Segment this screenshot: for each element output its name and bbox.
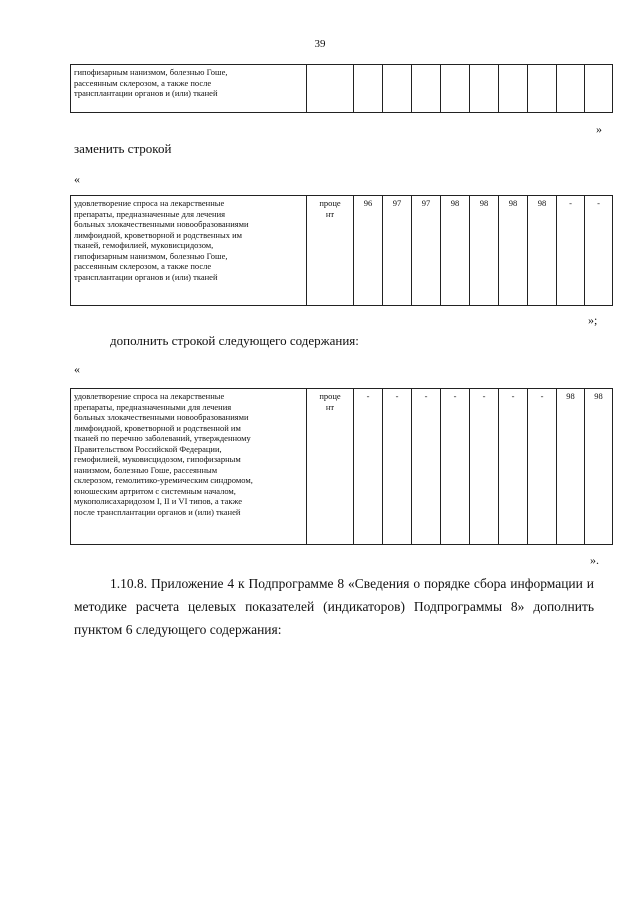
table-fragment-top [70, 64, 613, 113]
unit-cell: проце нт [307, 389, 354, 545]
table-new-row [70, 388, 613, 545]
indicator-description: удовлетворение спроса на лекарственные препараты, предназначенными для лечения больных злокачественными новообразованиями лимфоидной, кроветворной и родственной им тканей по перечню заболеваний, утвержденному Правительством Российской Федерации, гемофилией, муковисцидозом, гипофизарным нанизмом, болезнью Гоше, рассеянным склерозом, гемолитико-уремическим синдромом, юношеским артритом с системным началом, мукополисахаридозом I, II и VI типов, а также после трансплантации органов и (или) тканей [71, 389, 307, 545]
page-number: 39 [314, 38, 326, 50]
opening-quote: « [74, 172, 80, 186]
value-cell: - [585, 196, 613, 306]
unit-cell [307, 65, 354, 113]
value-cell: 98 [585, 389, 613, 545]
value-cell [585, 65, 613, 113]
value-cell: - [412, 389, 441, 545]
paragraph-1-10-8: 1.10.8. Приложение 4 к Подпрограмме 8 «Сведения о порядке сбора информации и методике расчета целевых показателей (индикаторов) Подпрограммы 8» дополнить пунктом 6 следующего содержания: [74, 576, 594, 637]
value-cell: 98 [499, 196, 528, 306]
value-cell [499, 65, 528, 113]
value-cell: 98 [470, 196, 499, 306]
value-cell [383, 65, 412, 113]
value-cell [528, 65, 557, 113]
add-instruction: дополнить строкой следующего содержания: [110, 333, 359, 348]
value-cell: 96 [354, 196, 383, 306]
value-cell: - [383, 389, 412, 545]
opening-quote: « [74, 362, 80, 376]
value-cell: 97 [412, 196, 441, 306]
value-cell: 98 [557, 389, 585, 545]
closing-quote: » [596, 122, 602, 136]
value-cell: - [499, 389, 528, 545]
closing-quote: ». [590, 553, 599, 567]
value-cell: 98 [528, 196, 557, 306]
value-cell [557, 65, 585, 113]
table-replacement-row [70, 195, 613, 306]
value-cell: - [528, 389, 557, 545]
value-cell: 97 [383, 196, 412, 306]
value-cell: - [557, 196, 585, 306]
replace-instruction: заменить строкой [74, 141, 172, 156]
value-cell [354, 65, 383, 113]
value-cell: 98 [441, 196, 470, 306]
value-cell [412, 65, 441, 113]
closing-quote: »; [588, 313, 598, 327]
value-cell [470, 65, 499, 113]
unit-cell: проце нт [307, 196, 354, 306]
indicator-description: удовлетворение спроса на лекарственные препараты, предназначенные для лечения больных злокачественными новообразованиями лимфоидной, кроветворной и родственных им тканей, гемофилией, муковисцидозом, гипофизарным нанизмом, болезнью Гоше, рассеянным склерозом, а также после трансплантации органов и (или) тканей [71, 196, 307, 306]
value-cell [441, 65, 470, 113]
value-cell: - [441, 389, 470, 545]
value-cell: - [470, 389, 499, 545]
value-cell: - [354, 389, 383, 545]
indicator-description: гипофизарным нанизмом, болезнью Гоше, рассеянным склерозом, а также после трансплантации органов и (или) тканей [71, 65, 307, 113]
